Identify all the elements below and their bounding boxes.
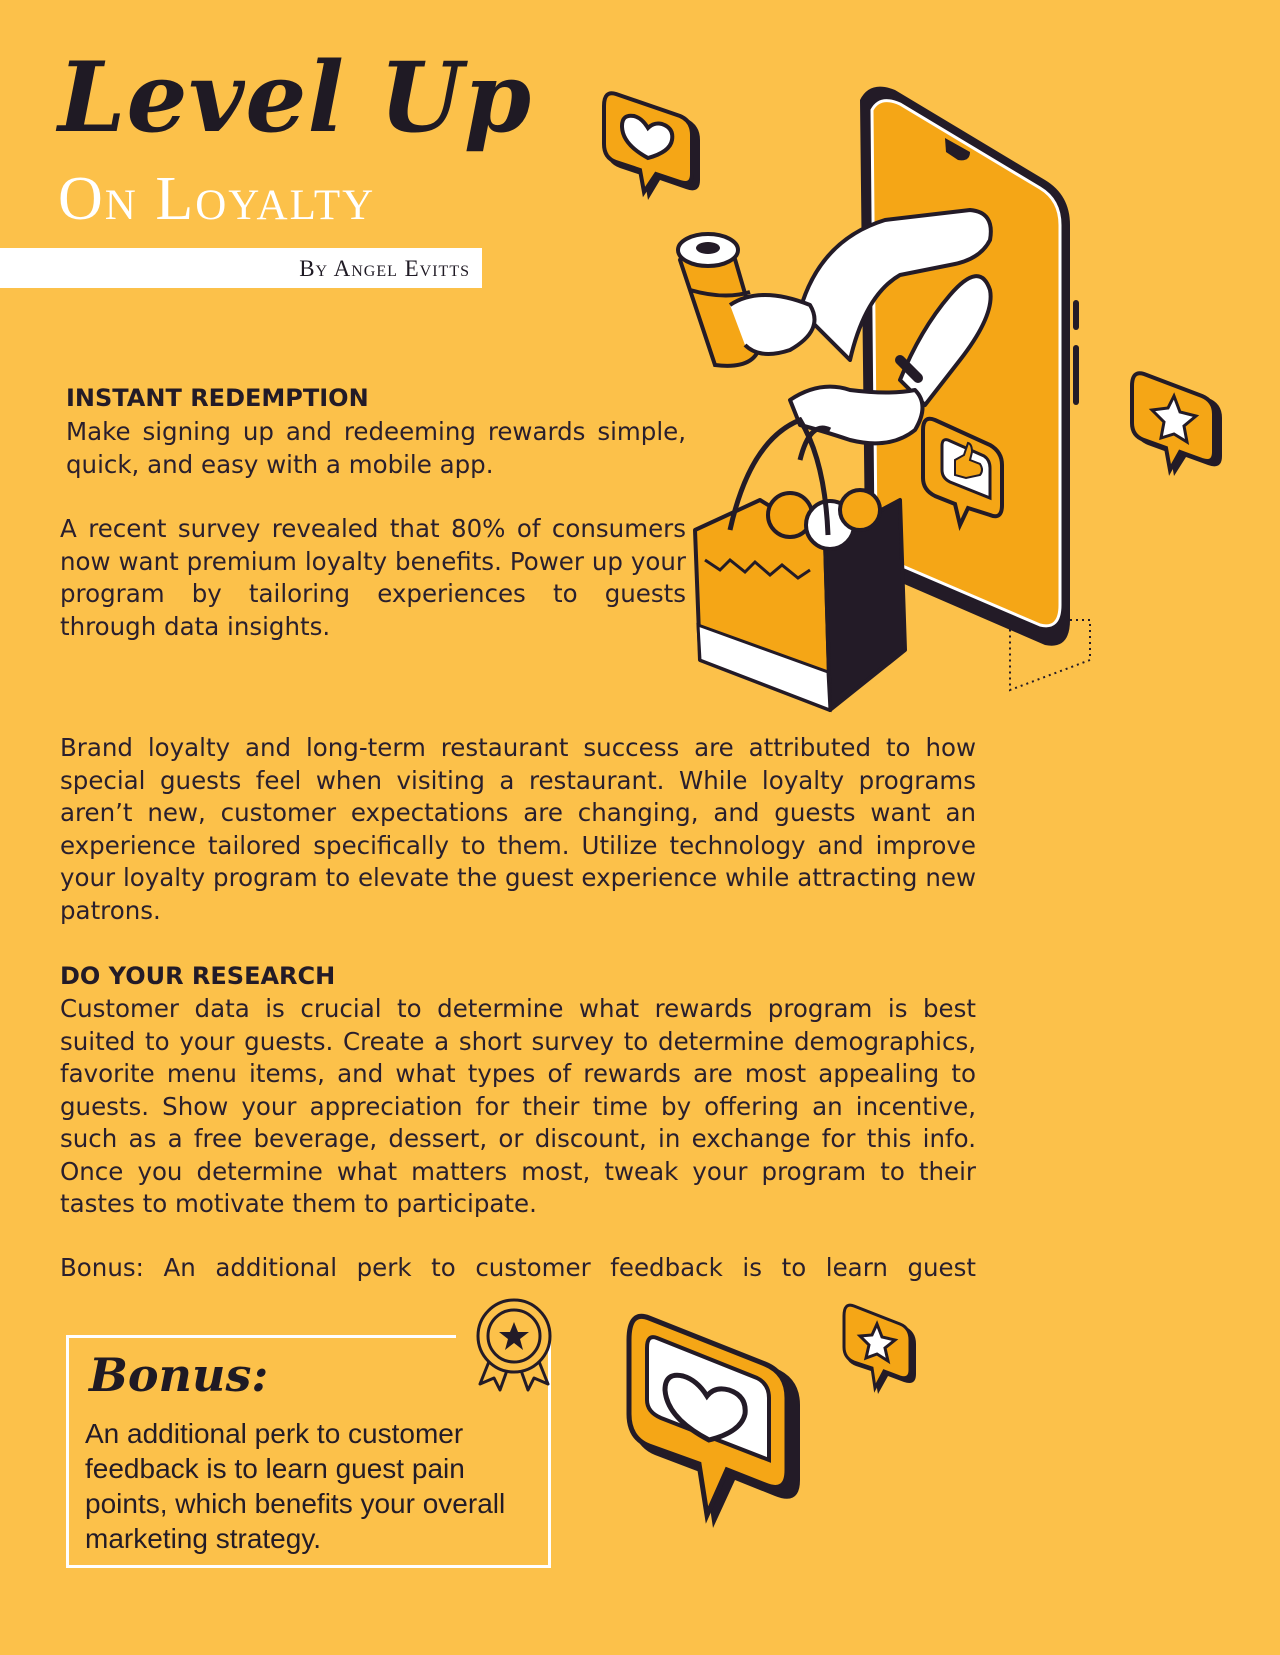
heart-bubble-icon — [625, 1310, 815, 1540]
title-script: Level Up — [58, 41, 533, 154]
byline: By Angel Evitts — [299, 256, 470, 281]
paragraph-instant-redemption: Make signing up and redeeming rewards simple, quick, and easy with a mobile app. — [66, 417, 686, 479]
star-bubble-icon — [842, 1302, 922, 1407]
medal-icon — [462, 1292, 566, 1396]
bonus-text: An additional perk to customer feedback is to learn guest pain points, which benefits your overall marketing strategy. — [85, 1418, 506, 1554]
section-heading-instant-redemption: INSTANT REDEMPTION — [66, 384, 369, 412]
paragraph-bonus-line: Bonus: An additional perk to customer feedback is to learn guest — [60, 1253, 976, 1282]
section-heading-research: DO YOUR RESEARCH — [60, 962, 336, 990]
star-bubble-icon — [1130, 368, 1230, 493]
bonus-title: Bonus: — [89, 1348, 269, 1402]
paragraph-research: Customer data is crucial to determine what rewards program is best suited to your guests. Create a short survey to determine demographics, favorite menu items, and what types of rewards are most appealing to guests. Show your appreciation for their time by offering an incentive, such as a free beverage, dessert, or discount, in exchange for this info. Once you determine what matters most, tweak your program to their tastes to motivate them to participate. — [60, 994, 976, 1218]
paragraph-intro: Brand loyalty and long-term restaurant success are attributed to how special guests feel when visiting a restaurant. While loyalty programs aren’t new, customer expectations are changing, and guests want an experience tailored specifically to them. Utilize technology and improve your loyalty program to elevate the guest experience while attracting new patrons. — [60, 733, 976, 925]
phone-illustration — [650, 60, 1100, 720]
title-subtitle: On Loyalty — [58, 165, 376, 233]
byline-bar — [0, 248, 482, 288]
paragraph-survey: A recent survey revealed that 80% of consumers now want premium loyalty benefits. Power up your program by tailoring experiences to guests through data insights. — [60, 514, 686, 641]
heart-bubble-icon — [600, 88, 710, 208]
